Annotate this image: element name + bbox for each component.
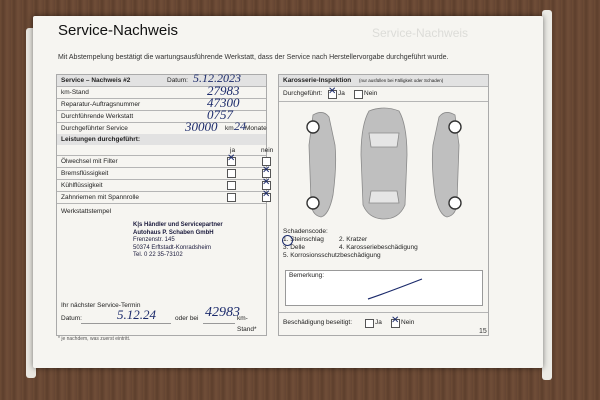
fixed-label: Beschädigung beseitigt: [283,319,353,326]
stamp-line: 50374 Erftstadt-Konradsheim [133,244,212,251]
order-label: Reparatur-Auftragsnummer [61,101,141,108]
next-km-value: 42983 [205,305,240,320]
service-months-value: 24 [234,119,246,133]
fixed-yes-checkbox[interactable] [365,319,374,328]
wheel-marker [449,197,461,209]
stamp-label: Werkstattstempel [61,208,112,215]
inspection-header: Karosserie-Inspektion [283,77,352,84]
done-label: Durchgeführt: [283,90,323,97]
remarks-box[interactable] [285,270,483,306]
wheel-marker [307,197,319,209]
stamp-line: Frenzenstr. 145 [133,237,175,243]
wheel-marker [449,121,461,133]
damage-code-header: Schadenscode: [283,228,328,235]
intro-text: Mit Abstempelung bestätigt die wartungsausführende Werkstatt, dass der Service nach Herstellervorgabe durchgeführt wurde. [58,54,449,61]
workshop-value: 0757 [207,107,233,122]
service-0-yes-checkbox[interactable]: ✕ [227,153,236,164]
car-rear-window [369,191,399,203]
damage-code: 2. Kratzer [339,236,368,243]
col-yes-label: ja [230,147,236,154]
next-date-value: 5.12.24 [117,307,156,322]
next-km-unit: km-Stand* [237,315,257,333]
workshop-label: Durchführende Werkstatt [61,113,134,120]
service-2-no-checkbox[interactable]: ✕ [262,177,271,188]
page-title: Service-Nachweis [58,22,179,39]
car-diagram [299,105,469,225]
col-no-label: nein [261,147,274,154]
wheel-marker [307,121,319,133]
next-service-label: Ihr nächster Service-Termin [61,302,141,309]
done-yes-label: Ja [338,90,345,97]
damage-code: 1. Steinschlag [283,236,324,243]
date-label: Datum: [167,77,188,84]
car-windshield [369,133,399,147]
service-item-label: Kühlflüssigkeit [61,182,103,189]
service-km-value: 30000 [185,119,218,134]
km-value: 27983 [207,83,240,98]
km-label: km-Stand [61,89,89,96]
service-label: Durchgeführter Service [61,125,128,132]
services-header: Leistungen durchgeführt: [61,136,141,143]
km-unit: km [225,125,234,132]
form-header: Service – Nachweis #2 [61,77,131,84]
fixed-no-checkbox[interactable]: ✕ [391,315,400,326]
remarks-label: Bemerkung: [289,272,325,279]
stamp-line: Autohaus P. Schaben GmbH [133,229,214,236]
fixed-yes-label: Ja [375,319,382,326]
service-record-form [56,71,274,336]
remarks-strike-line [366,277,426,301]
body-inspection-form [278,74,489,336]
months-unit: Monate [245,125,267,132]
done-no-label: Nein [364,90,378,97]
done-no-checkbox[interactable] [354,90,363,99]
service-2-yes-checkbox[interactable] [227,181,236,190]
damage-code: 4. Karosseriebeschädigung [339,244,418,251]
stamp-line: Tel. 0 22 35-73102 [133,252,183,258]
or-label: oder bei [175,315,199,322]
service-3-yes-checkbox[interactable] [227,193,236,202]
services-header-row [57,134,266,145]
fixed-no-label: Nein [401,319,415,326]
footnote: * je nachdem, was zuerst eintritt. [58,336,131,342]
stamp-line: K|s Händler und Servicepartner [133,222,223,228]
service-item-label: Bremsflüssigkeit [61,170,109,177]
damage-code: 3. Delle [283,244,306,251]
service-item-label: Ölwechsel mit Filter [61,158,118,165]
order-value: 47300 [207,95,240,110]
next-date-label: Datum: [61,315,82,322]
show-through-title: Service-Nachweis [372,26,469,40]
service-1-yes-checkbox[interactable] [227,169,236,178]
page-number: 15 [479,328,487,335]
done-yes-checkbox[interactable]: ✕ [328,86,337,97]
date-value: 5.12.2023 [193,71,241,85]
service-item-label: Zahnriemen mit Spannrolle [61,194,140,201]
inspection-header-row [279,75,488,86]
inspection-header-note: (nur ausfüllen bei Fälligkeit oder Schaden) [359,78,444,83]
service-1-no-checkbox[interactable]: ✕ [262,165,271,176]
service-3-no-checkbox[interactable]: ✕ [262,189,271,200]
page-edge-right [542,10,552,380]
workshop-stamp [133,222,223,260]
damage-code: 5. Korrosionsschutzbeschädigung [283,252,381,259]
damage-code-circle [282,235,293,246]
